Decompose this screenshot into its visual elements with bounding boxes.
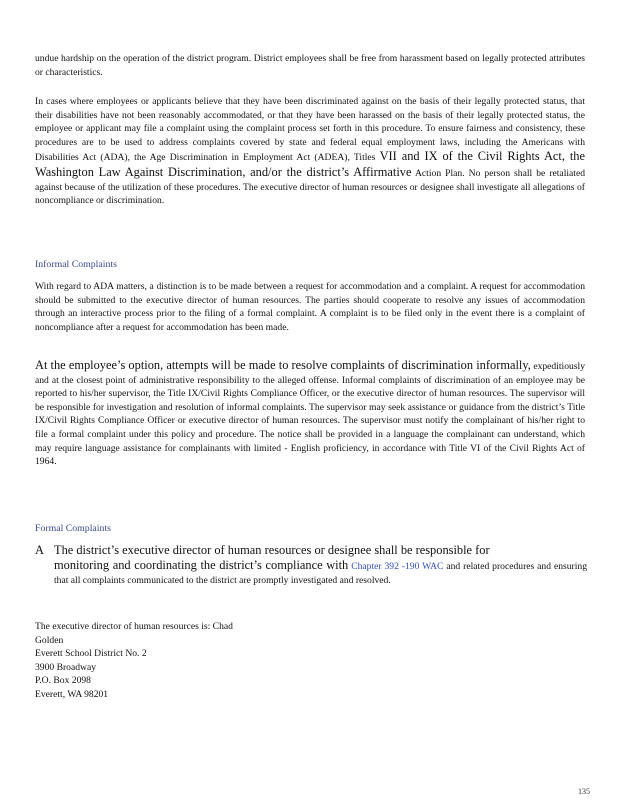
wac-chapter-link[interactable]: Chapter 392 -190 WAC <box>351 561 444 572</box>
page-number: 135 <box>578 787 590 796</box>
paragraph-hardship: undue hardship on the operation of the district program. District employees shall be free from harassment based on legally protected attributes or characteristics. <box>35 53 585 78</box>
complaint-scope-civil-rights: VII and IX of the Civil Rights Act, the Washington Law Against Discrimination, and/or the district’s Affirmative <box>35 149 585 179</box>
list-a-line1: The district’s executive director of human resources or designee shall be responsible for <box>54 543 490 557</box>
heading-informal-complaints: Informal Complaints <box>35 259 117 270</box>
list-marker-a: A <box>35 543 44 557</box>
address-org: Everett School District No. 2 <box>35 648 147 660</box>
paragraph-complaint-scope <box>35 95 585 208</box>
complaint-scope-end: Action Plan. No person shall be retaliated against because of the utilization of these procedures. The executive director of human resources or designee shall investigate all allegations of noncompliance or discrimination. <box>35 167 586 207</box>
list-a-line2-lead: monitoring and coordinating the district’s compliance with <box>54 558 349 572</box>
paragraph-ada-matters: With regard to ADA matters, a distinction is to be made between a request for accommodation and a complaint. A request for accommodation should be submitted to the executive director of human resources. The parties should cooperate to resolve any issues of accommodation through an interactive process prior to the filing of a formal complaint. A complaint is to be filed only in the event there is a complaint of noncompliance after a request for accommodation has been made. <box>35 281 585 333</box>
address-name: Golden <box>35 634 64 646</box>
address-city: Everett, WA 98201 <box>35 688 109 700</box>
informal-resolution-text: expeditiously and at the closest point of administrative responsibility to the alleged offense. Informal complaints of discrimination of an employee may be reported to his/her supervisor, the Title IX/Civil Rights Compliance Officer, or the executive director of human resources. The supervisor will be responsible for investigation and resolution of informal complaints. The supervisor may seek assistance or guidance from the district’s Title IX/Civil Rights Compliance Officer or executive director of human resources. The supervisor must notify the complainant of his/her right to file a formal complaint under this policy and procedure. The notice shall be provided in a language the complainant can understand, which may require language assistance for complainants with limited - English proficiency, in accordance with Title VI of the Civil Rights Act of 1964. <box>35 361 586 468</box>
informal-resolution-lead: At the employee’s option, attempts will be made to resolve complaints of discrimination informally, <box>35 358 531 372</box>
list-a-line2-rest: and related procedures and ensuring that all complaints communicated to the district are promptly investigated and resolved. <box>54 561 587 586</box>
list-item-a <box>35 543 587 587</box>
heading-formal-complaints: Formal Complaints <box>35 523 111 534</box>
complaint-scope-text: In cases where employees or applicants believe that they have been discriminated against on the basis of their legally protected status, that their disabilities have not been reasonably accommodated, or that they have been harassed on the basis of their legally protected status, the employee or applicant may file a complaint using the complaint process set forth in this procedure. To ensure fairness and consistency, these procedures are to be used to address complaints covered by state and federal equal employment laws, including the Americans with Disabilities Act (ADA), the Age Discrimination in Employment Act (ADEA), Titles <box>35 96 585 164</box>
address-box: P.O. Box 2098 <box>35 675 91 687</box>
address-intro: The executive director of human resources is: Chad <box>35 621 233 632</box>
paragraph-informal-resolution <box>35 358 585 469</box>
hr-director-address <box>35 620 335 702</box>
address-street: 3900 Broadway <box>35 661 97 673</box>
